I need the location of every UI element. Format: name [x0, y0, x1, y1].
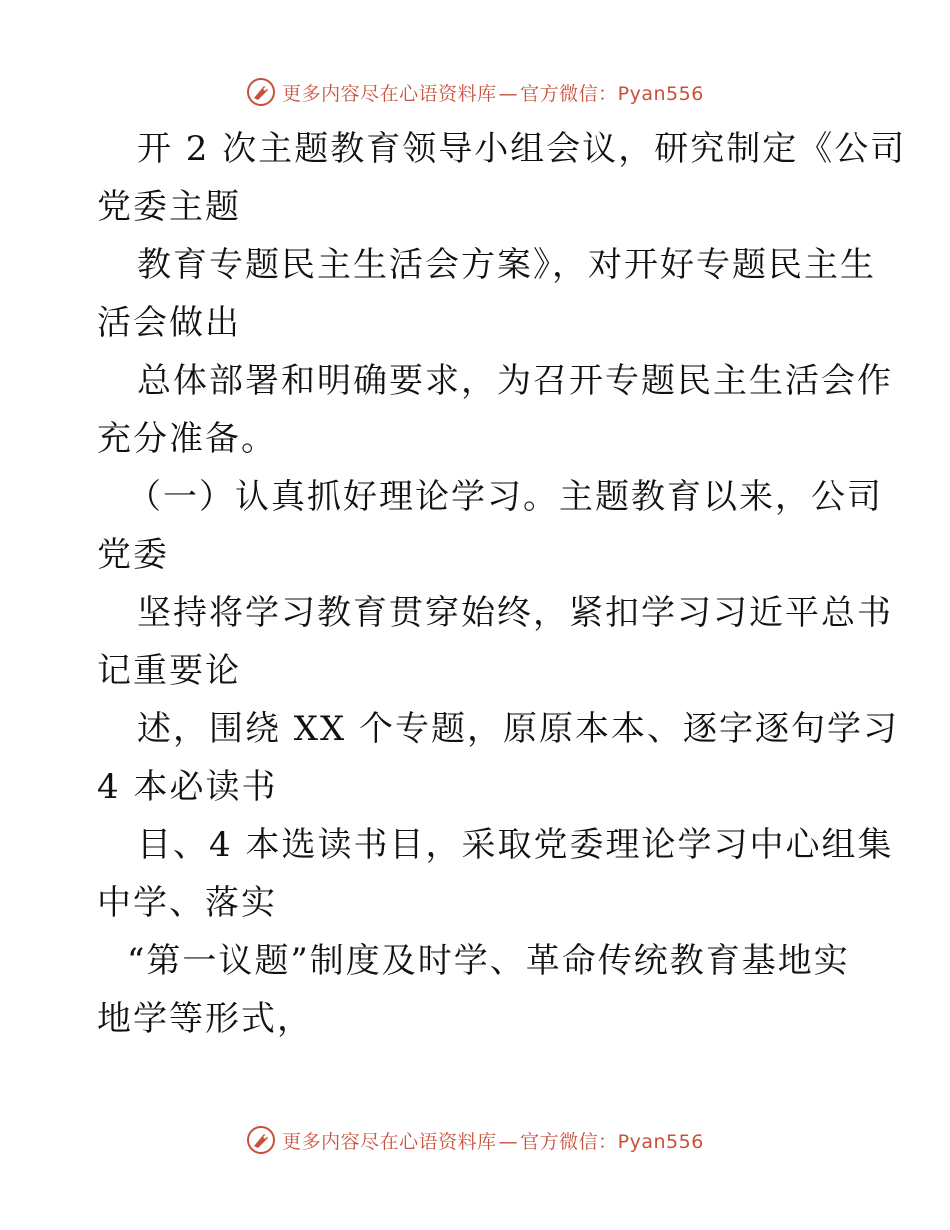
banner-main-text: 更多内容尽在心语资料库 — [282, 1130, 497, 1153]
document-body — [97, 120, 907, 1048]
text-line: 记重要论 — [97, 651, 241, 691]
text-line: 总体部署和明确要求，为召开专题民主生活会作 — [137, 361, 893, 401]
banner-text — [282, 79, 704, 106]
text-line: 党委 — [97, 535, 169, 575]
text-line: 活会做出 — [97, 303, 241, 343]
text-line: 党委主题 — [97, 187, 241, 227]
text-line: 开 2 次主题教育领导小组会议，研究制定《公司 — [137, 129, 907, 169]
pen-nib-logo-icon — [246, 77, 276, 107]
text-line: （一）认真抓好理论学习。主题教育以来，公司 — [127, 477, 883, 517]
text-line: 地学等形式， — [97, 999, 313, 1039]
text-line: 坚持将学习教育贯穿始终，紧扣学习习近平总书 — [137, 593, 893, 633]
banner-contact-text: 官方微信：Pyan556 — [520, 1130, 704, 1153]
text-line: 中学、落实 — [97, 883, 277, 923]
pen-nib-logo-icon — [246, 1125, 276, 1155]
text-line: 目、4 本选读书目，采取党委理论学习中心组集 — [137, 825, 894, 865]
footer-banner — [0, 1120, 950, 1160]
banner-contact-text: 官方微信：Pyan556 — [520, 82, 704, 105]
text-line: 4 本必读书 — [97, 767, 278, 807]
banner-main-text: 更多内容尽在心语资料库 — [282, 82, 497, 105]
banner-separator: — — [498, 1130, 519, 1153]
header-banner — [0, 72, 950, 112]
text-line: “第一议题”制度及时学、革命传统教育基地实 — [127, 941, 850, 981]
text-line: 充分准备。 — [97, 419, 277, 459]
banner-separator: — — [498, 82, 519, 105]
text-line: 述，围绕 XX 个专题，原原本本、逐字逐句学习 — [137, 709, 900, 749]
text-line: 教育专题民主生活会方案》，对开好专题民主生 — [137, 245, 876, 285]
banner-text — [282, 1127, 704, 1154]
